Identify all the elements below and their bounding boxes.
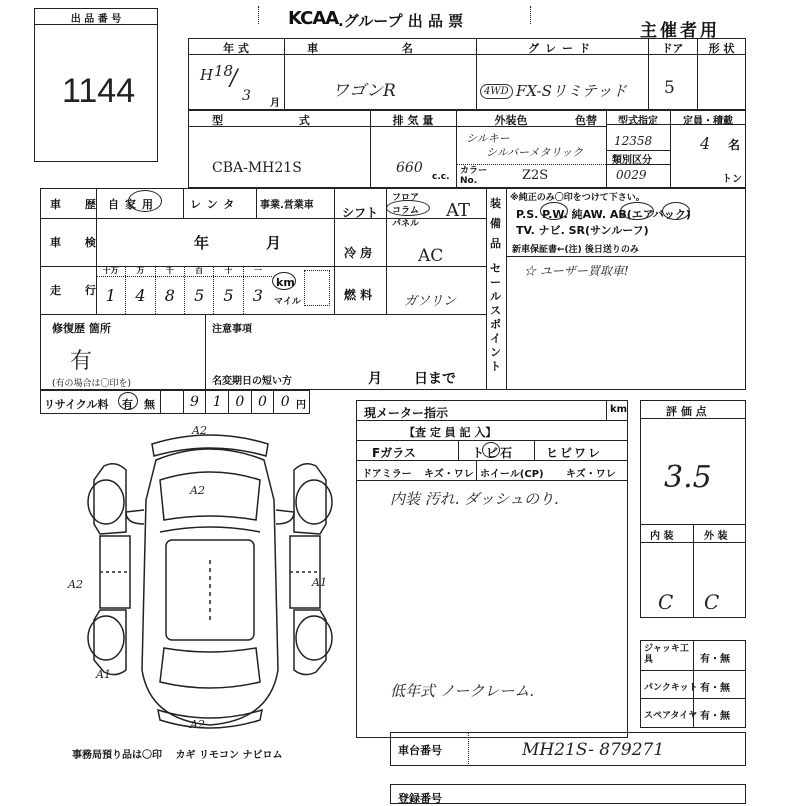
inspection-month-unit: 月 (266, 234, 282, 252)
grade-score: 3.5 (664, 460, 712, 495)
deadline-label: 名変期日の短い方 (212, 376, 292, 387)
recycle-yes: 有 (122, 398, 133, 411)
type-designation-value: 12358 (614, 134, 653, 148)
recycle-label: リサイクル料 (44, 398, 109, 411)
inspector-comment-1: 内装 汚れ. ダッシュのり. (390, 490, 559, 508)
mileage-digit-cell (125, 266, 154, 314)
category-value: 0029 (616, 168, 647, 182)
shift-value: AT (446, 200, 471, 221)
aircon-label: 冷 房 (344, 246, 373, 260)
year-label: 年 式 (223, 42, 249, 55)
car-name: ワゴンR (332, 81, 396, 101)
deadline-day-unit: 日まで (414, 371, 456, 387)
inspector-label: 【査 定 員 記 入】 (404, 426, 497, 439)
shift-column: コラム (392, 206, 419, 216)
inspector-comment-2: 低年式 ノークレーム. (390, 682, 535, 700)
recycle-digit-cell (160, 390, 183, 414)
recycle-digit-cell: 0 (273, 390, 296, 414)
wheel-options: キズ・ワレ (566, 469, 616, 480)
shift-label: シフト (342, 206, 379, 220)
aircon-value: AC (418, 246, 444, 266)
inspection-year-unit: 年 (194, 234, 210, 252)
tool-jack-label: ジャッキ工具 (644, 644, 689, 665)
history-private: 自家用 (108, 198, 159, 211)
mileage-unit-label: 千 (165, 266, 174, 275)
sales-point-value: ☆ ユーザー買取車! (524, 264, 629, 278)
damage-mark-rear-left: A1 (96, 668, 111, 681)
damage-mark-right: A1 (312, 576, 327, 589)
capacity-unit: 名 (728, 138, 741, 152)
mileage-label: 走 行 (50, 284, 106, 297)
organizer-label: 主催者用 (640, 21, 720, 41)
recycle-digit-cell: 0 (228, 390, 251, 414)
glass-label: Fガラス (372, 446, 416, 460)
mileage-unit-label: 万 (136, 266, 145, 275)
color-no-value: Z2S (522, 168, 549, 183)
equipment-ab-circle-icon (662, 202, 690, 220)
damage-mark-hood: A2 (190, 484, 205, 497)
displacement-value: 660 (396, 160, 423, 176)
damage-mark-left: A2 (68, 578, 83, 591)
mileage-mile-unit: マイル (274, 297, 301, 307)
history-label: 車 歴 (50, 198, 106, 211)
mileage-km-unit: km (276, 276, 295, 289)
repair-label: 修復歴 箇所 (52, 322, 111, 335)
model-label: 型 式 (212, 114, 346, 127)
repair-value: 有 (70, 349, 93, 374)
shift-column-circle-icon (386, 200, 430, 216)
mileage-digit: 5 (194, 286, 205, 305)
year-slash-icon: / (230, 66, 238, 91)
year-era: H (200, 66, 214, 84)
color-line1: シルキー (466, 132, 510, 145)
equipment-line1: P.S. P.W. 純AW. AB(エアバック) (516, 208, 691, 221)
fuel-label: 燃 料 (344, 288, 373, 302)
keys-note: 事務局預り品は〇印 カギ リモコン ナビロム (72, 750, 283, 761)
wheel-label: ホイール(CP) (480, 469, 544, 480)
equipment-line3: 新車保証書←(注) 後日送りのみ (512, 245, 639, 255)
lot-label: 出 品 番 号 (70, 14, 122, 25)
meter-label: 現メーター指示 (364, 406, 449, 420)
recycle-digit-grid (160, 390, 296, 414)
car-name-label: 車 名 (307, 42, 453, 55)
shift-panel: パネル (392, 219, 420, 229)
lot-number: 1144 (62, 72, 136, 110)
doors-value: 5 (664, 78, 675, 98)
mileage-unit-label: 十万 (102, 266, 119, 275)
mileage-extra-box (304, 270, 330, 306)
tool-spare-value: 有・無 (700, 711, 730, 722)
recycle-no: 無 (144, 398, 155, 411)
shift-floor: フロア (392, 193, 420, 203)
displacement-label: 排 気 量 (392, 114, 434, 127)
grade-label: 評 価 点 (666, 405, 707, 418)
sheet-title: .グループ 出 品 票 (338, 12, 464, 30)
equipment-note: ※純正のみ〇印をつけて下さい。 (510, 193, 645, 203)
doors-label: ドア (661, 42, 684, 55)
grade-value: FX-Sリミテッド (516, 82, 627, 100)
year-value: 18 (214, 62, 234, 80)
exterior-grade: C (704, 590, 720, 614)
damage-mark-bottom: A2 (190, 718, 205, 731)
mileage-unit-label: 百 (195, 266, 204, 275)
notes-label: 注意事項 (212, 324, 252, 335)
tool-puncture-value: 有・無 (700, 683, 730, 694)
mileage-km-circle-icon (272, 272, 296, 290)
brand-logo: KCAA (288, 8, 339, 29)
history-business: 事業.営業車 (260, 200, 314, 211)
glass-crack-option: ヒビワレ (546, 446, 603, 460)
mileage-unit-label: 一 (253, 266, 262, 275)
mileage-digit-cell (155, 266, 184, 314)
history-private-circle-icon (128, 190, 162, 212)
equipment-aw-circle-icon (620, 202, 654, 220)
deadline-month-unit: 月 (368, 371, 382, 387)
glass-chip-option: トビ石 (472, 446, 515, 460)
meter-unit: km (610, 404, 628, 415)
mileage-unit-label: 十 (224, 266, 233, 275)
month-unit: 月 (270, 98, 280, 109)
tool-puncture-label: パンクキット (644, 683, 698, 693)
fuel-value: ガソリン (404, 294, 457, 309)
equipment-label: 装備品 (490, 197, 501, 250)
mileage-digit: 5 (223, 286, 234, 305)
glass-chip-circle-icon (482, 442, 500, 458)
recycle-digit-cell: 0 (251, 390, 274, 414)
color-change-label: 色替 (575, 114, 597, 127)
grade-prefix: 4WD (480, 84, 513, 99)
mileage-digit-grid (96, 266, 272, 314)
exterior-color-label: 外装色 (494, 114, 528, 127)
chassis-label: 車台番号 (398, 744, 442, 757)
mileage-digit-cell (96, 266, 125, 314)
model-value: CBA-MH21S (212, 160, 302, 176)
mileage-digit: 3 (252, 286, 263, 305)
category-label: 類別区分 (612, 155, 652, 166)
chassis-value: MH21S- 879271 (522, 740, 665, 760)
damage-mark-top: A2 (192, 424, 207, 437)
tool-spare-label: スペアタイヤ (644, 711, 698, 721)
equipment-ps-circle-icon (540, 202, 568, 220)
mirror-options: キズ・ワレ (424, 469, 474, 480)
registration-box (390, 784, 746, 804)
mileage-digit-cell (184, 266, 213, 314)
equipment-line2: TV. ナビ. SR(サンルーフ) (516, 224, 649, 237)
year-month: 3 (242, 88, 251, 104)
capacity-value: 4 (700, 134, 711, 153)
recycle-unit: 円 (296, 400, 306, 411)
shape-label: 形 状 (708, 42, 735, 55)
mileage-digit: 1 (105, 286, 116, 305)
registration-label: 登録番号 (398, 792, 442, 805)
recycle-yes-circle-icon (118, 392, 138, 410)
color-line2: シルバーメタリック (486, 146, 583, 159)
sales-point-label: セールスポイント (490, 262, 501, 373)
tool-jack-value: 有・無 (700, 654, 730, 665)
inspection-label: 車 検 (50, 236, 106, 249)
mileage-digit: 8 (164, 286, 175, 305)
recycle-digit-cell: 1 (205, 390, 228, 414)
cc-unit: c.c. (432, 172, 450, 182)
interior-grade: C (658, 590, 674, 614)
history-rental: レンタ (190, 198, 241, 211)
recycle-digit-cell: 9 (183, 390, 206, 414)
interior-label: 内 装 (650, 531, 674, 542)
exterior-label: 外 装 (704, 531, 728, 542)
mileage-digit-cell (213, 266, 242, 314)
mirror-label: ドアミラー (362, 469, 412, 480)
capacity-label: 定員・積載 (683, 116, 733, 127)
grade-label: グレード (528, 42, 596, 55)
type-designation-label: 型式指定 (618, 116, 658, 127)
mileage-digit: 4 (135, 286, 146, 305)
load-unit: トン (722, 174, 742, 185)
mileage-digit-cell (243, 266, 272, 314)
color-no-label: カラーNo. (460, 166, 488, 186)
repair-note: (有の場合は〇印を) (52, 379, 132, 389)
